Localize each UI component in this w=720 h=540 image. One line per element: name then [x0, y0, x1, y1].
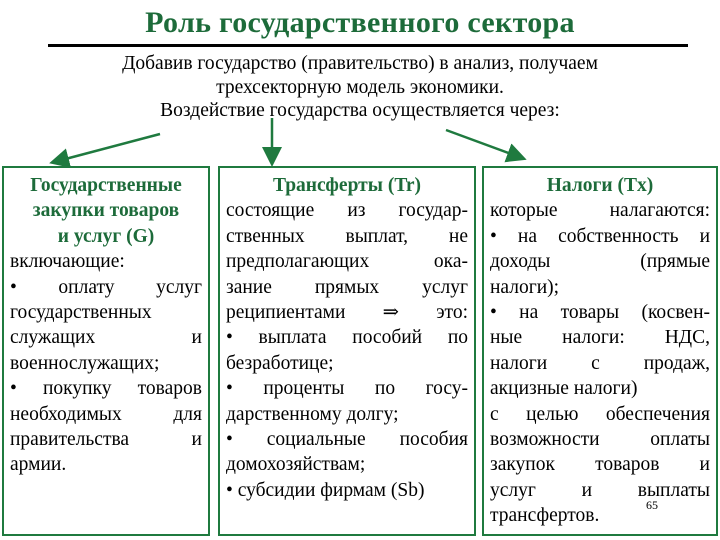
column-heading: закупки товаров	[32, 200, 180, 222]
text-line: военнослужащих;	[10, 352, 160, 374]
page-number: 65	[646, 498, 658, 512]
column-heading: Налоги (Tx)	[546, 175, 654, 196]
text-line: государственных	[10, 302, 152, 324]
text-line: реципиентами ⇒ это:	[226, 302, 468, 324]
text-line: налоги с продаж,	[490, 352, 710, 374]
text-line: состоящие из государ-	[226, 200, 468, 222]
text-line: • социальные пособия	[226, 429, 468, 451]
text-line: услуг и выплаты	[490, 479, 710, 501]
arrow-left	[54, 134, 160, 162]
column-heading: и услуг (G)	[57, 225, 155, 247]
column-heading: Трансферты (Tr)	[272, 175, 422, 196]
text-line: • покупку товаров	[10, 378, 202, 400]
text-line: безработице;	[226, 352, 334, 374]
text-line: возможности оплаты	[490, 429, 710, 451]
text-line: • проценты по госу-	[226, 378, 468, 400]
text-line: служащих и	[10, 327, 202, 349]
taxes-box	[482, 166, 718, 536]
intro-line: Воздействие государства осуществляется через:	[160, 100, 560, 121]
text-line: необходимых для	[10, 403, 202, 425]
text-line: предполагающих ока-	[226, 251, 468, 273]
text-line: зание прямых услуг	[226, 276, 468, 298]
text-line: • выплата пособий по	[226, 327, 468, 349]
arrow-right	[446, 130, 522, 158]
text-line: • субсидии фирмам (Sb)	[226, 479, 425, 501]
column-heading: Государственные	[30, 175, 182, 196]
text-line: налоги);	[490, 276, 560, 298]
text-line: правительства и	[10, 429, 202, 451]
text-line: ственных выплат, не	[226, 225, 468, 247]
text-line: закупок товаров и	[490, 454, 710, 476]
text-line: ные налоги: НДС,	[490, 327, 710, 349]
text-line: акцизные налоги)	[490, 378, 638, 400]
text-line: доходы (прямые	[490, 251, 710, 273]
text-line: с целью обеспечения	[490, 403, 710, 425]
text-line: армии.	[10, 454, 67, 476]
text-line: дарственному долгу;	[226, 403, 399, 425]
text-line: • на собственность и	[490, 225, 710, 247]
slide-title: Роль государственного сектора	[145, 6, 575, 39]
text-line: домохозяйствам;	[226, 454, 366, 476]
text-line: • на товары (косвен-	[490, 302, 710, 324]
intro-line: Добавив государство (правительство) в анализ, получаем	[122, 53, 598, 74]
text-line: • оплату услуг	[10, 276, 202, 298]
government-purchases-box	[2, 166, 210, 536]
text-line: трансфертов.	[490, 505, 600, 527]
text-line: включающие:	[10, 251, 125, 273]
intro-line: трехсекторную модель экономики.	[216, 76, 504, 98]
transfers-box	[218, 166, 476, 536]
text-line: которые налагаются:	[490, 200, 710, 222]
